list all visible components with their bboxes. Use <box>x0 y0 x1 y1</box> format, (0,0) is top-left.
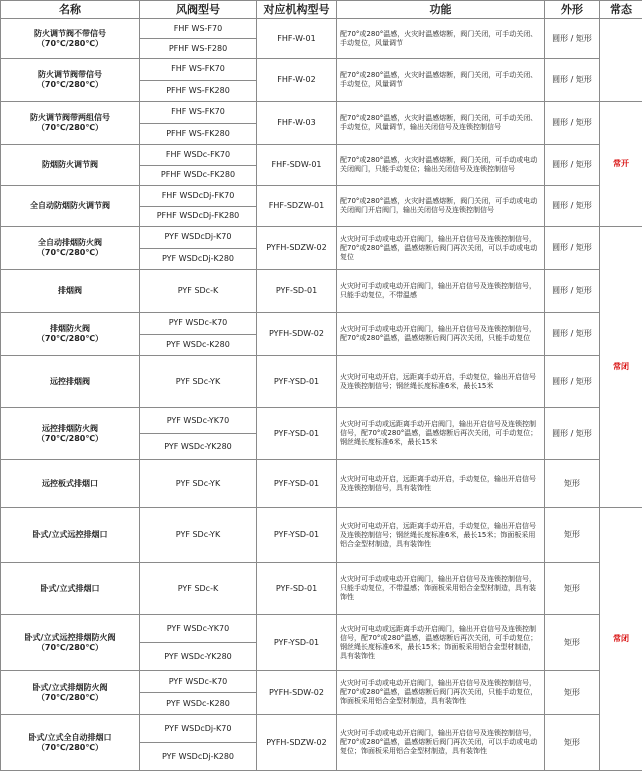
table-row <box>1 671 642 693</box>
product-name: 卧式/立式远控排烟防火阀 <box>24 632 116 642</box>
product-name: 全自动排烟防火阀 <box>38 238 102 247</box>
table-row <box>1 270 642 313</box>
shape-cell: 矩形 <box>545 563 600 615</box>
product-temp: （70℃/280℃） <box>36 334 104 343</box>
product-name: 卧式/立式排烟口 <box>40 583 100 593</box>
model-cell: PFHF WSDc-FK280 <box>140 165 257 186</box>
actuator-cell: PYF-YSD-01 <box>257 408 337 460</box>
function-cell: 火灾时可手动或电动开启阀门，输出开启信号及连锁控制信号，只能手动复位，不带温感 <box>337 270 545 313</box>
shape-cell: 圆形 / 矩形 <box>545 356 600 408</box>
product-temp: （70℃/280℃） <box>36 38 104 48</box>
model-cell: FHF WS-F70 <box>140 19 257 39</box>
model-cell: PYF WSDc-K70 <box>140 671 257 693</box>
product-name-cell <box>1 59 140 102</box>
model-cell: FHF WSDc-FK70 <box>140 145 257 166</box>
table-row <box>1 186 642 207</box>
model-cell: PFHF WS-FK280 <box>140 123 257 145</box>
product-name-cell <box>1 715 140 771</box>
product-name-cell <box>1 508 140 563</box>
actuator-cell: PYF-SD-01 <box>257 270 337 313</box>
product-name: 防烟防火调节阀 <box>42 160 98 169</box>
table-row <box>1 356 642 408</box>
product-name-cell <box>1 186 140 227</box>
status-cell <box>600 19 642 102</box>
actuator-cell: PYF-YSD-01 <box>257 615 337 671</box>
actuator-cell: PYF-YSD-01 <box>257 508 337 563</box>
actuator-cell: PYF-YSD-01 <box>257 356 337 408</box>
product-name-cell <box>1 313 140 356</box>
model-cell: PYF WSDc-YK70 <box>140 615 257 643</box>
model-cell: FHF WSDcDj-FK70 <box>140 186 257 207</box>
model-cell: PYF WSDcDj-K280 <box>140 248 257 270</box>
table-body <box>1 19 642 771</box>
table-row <box>1 145 642 166</box>
function-cell: 配70°或280°温感，火灾时温感熔断，阀门关闭，可手动关闭、手动复位，风量调节，输出关闭信号及连锁控制信号 <box>337 102 545 145</box>
function-cell: 火灾时可手动或电动开启阀门，输出开启信号及连锁控制信号，配70°或280°温感，温感熔断后阀门再次关闭，只能手动复位，饰面板采用铝合金型材制造，具有装饰性 <box>337 671 545 715</box>
model-cell: PYF WSDc-K280 <box>140 334 257 356</box>
model-cell: FHF WS-FK70 <box>140 59 257 81</box>
product-name: 卧式/立式全自动排烟口 <box>28 732 112 742</box>
product-name-cell <box>1 19 140 59</box>
table-row <box>1 563 642 615</box>
product-name: 排烟阀 <box>58 286 82 295</box>
model-cell: PYF SDc-YK <box>140 356 257 408</box>
function-cell: 配70°或280°温感，火灾时温感熔断，阀门关闭，可手动关闭、手动复位，风量调节 <box>337 59 545 102</box>
actuator-cell: PYFH-SDW-02 <box>257 313 337 356</box>
shape-cell: 圆形 / 矩形 <box>545 19 600 59</box>
header-function: 功能 <box>337 1 545 19</box>
shape-cell: 圆形 / 矩形 <box>545 145 600 186</box>
product-name: 排烟防火阀 <box>50 324 90 333</box>
shape-cell: 圆形 / 矩形 <box>545 102 600 145</box>
product-temp: （70℃/280℃） <box>36 123 104 132</box>
model-cell: PYF WSDc-YK280 <box>140 434 257 460</box>
function-cell: 火灾时可电动开启，远距离手动开启，手动复位，输出开启信号及连锁控制信号；钢丝绳长度标准6米，最长15米 <box>337 356 545 408</box>
actuator-cell: FHF-SDZW-01 <box>257 186 337 227</box>
function-cell: 火灾时可电动开启，远距离手动开启，手动复位，输出开启信号及连锁控制信号，具有装饰性 <box>337 460 545 508</box>
shape-cell: 圆形 / 矩形 <box>545 186 600 227</box>
header-shape: 外形 <box>545 1 600 19</box>
product-temp: （70℃/280℃） <box>36 248 104 257</box>
shape-cell: 圆形 / 矩形 <box>545 270 600 313</box>
shape-cell: 矩形 <box>545 671 600 715</box>
model-cell: PFHF WS-FK280 <box>140 80 257 102</box>
product-name: 远控排烟防火阀 <box>42 423 98 433</box>
product-name-cell <box>1 102 140 145</box>
model-cell: FHF WS-FK70 <box>140 102 257 124</box>
product-name-cell <box>1 270 140 313</box>
header-actuator: 对应机构型号 <box>257 1 337 19</box>
shape-cell: 圆形 / 矩形 <box>545 227 600 270</box>
model-cell: PYF SDc-YK <box>140 508 257 563</box>
model-cell: PYF SDc-YK <box>140 460 257 508</box>
table-row <box>1 715 642 743</box>
product-name-cell <box>1 460 140 508</box>
model-cell: PFHF WS-F280 <box>140 39 257 59</box>
product-temp: （70℃/280℃） <box>36 742 104 752</box>
shape-cell: 矩形 <box>545 715 600 771</box>
model-cell: PYF SDc-K <box>140 563 257 615</box>
product-name-cell <box>1 615 140 671</box>
model-cell: PYF WSDc-K280 <box>140 693 257 715</box>
shape-cell: 圆形 / 矩形 <box>545 59 600 102</box>
product-name: 远控排烟阀 <box>50 376 90 386</box>
function-cell: 火灾时可电动开启，远距离手动开启，手动复位，输出开启信号及连锁控制信号；钢丝绳长度标准6米，最长15米；饰面板采用铝合金型材制造，具有装饰性 <box>337 508 545 563</box>
product-name: 远控板式排烟口 <box>42 478 98 488</box>
model-cell: PYF WSDcDj-K70 <box>140 227 257 249</box>
shape-cell: 圆形 / 矩形 <box>545 313 600 356</box>
model-cell: PYF WSDc-YK70 <box>140 408 257 434</box>
product-temp: （70℃/280℃） <box>36 80 104 89</box>
function-cell: 火灾时可电动或远距离手动开启阀门，输出开启信号及连锁控制信号，配70°或280°温感，温感熔断后再次关闭，可手动复位；钢丝绳长度标准6米，最长15米；饰面板采用铝合金型材制造，具有装饰性 <box>337 615 545 671</box>
model-cell: PYF WSDcDj-K70 <box>140 715 257 743</box>
header-name: 名称 <box>1 1 140 19</box>
function-cell: 配70°或280°温感，火灾时温感熔断，阀门关闭，可手动或电动关闭阀门开启阀门，输出关闭信号及连锁控制信号 <box>337 186 545 227</box>
product-name-cell <box>1 563 140 615</box>
table-row <box>1 460 642 508</box>
table-row <box>1 615 642 643</box>
model-cell: PYF WSDc-K70 <box>140 313 257 335</box>
shape-cell: 圆形 / 矩形 <box>545 408 600 460</box>
header-status: 常态 <box>600 1 642 19</box>
product-name: 全自动防烟防火调节阀 <box>30 201 110 210</box>
model-cell: PYF WSDc-YK280 <box>140 643 257 671</box>
product-name-cell <box>1 356 140 408</box>
model-cell: PFHF WSDcDj-FK280 <box>140 206 257 227</box>
actuator-cell: FHF-W-02 <box>257 59 337 102</box>
actuator-cell: PYF-YSD-01 <box>257 460 337 508</box>
table-row <box>1 508 642 563</box>
model-cell: PYF WSDcDj-K280 <box>140 743 257 771</box>
product-temp: （70℃/280℃） <box>36 433 104 443</box>
status-cell: 常闭 <box>600 227 642 508</box>
table-row <box>1 59 642 81</box>
model-cell: PYF SDc-K <box>140 270 257 313</box>
actuator-cell: FHF-SDW-01 <box>257 145 337 186</box>
product-name: 卧式/立式排烟防火阀 <box>32 682 108 692</box>
actuator-cell: PYFH-SDW-02 <box>257 671 337 715</box>
function-cell: 火灾时可手动或电动开启阀门，输出开启信号及连锁控制信号，配70°或280°温感，温感熔断后阀门再次关闭，可以手动或电动复位；饰面板采用铝合金型材制造，具有装饰性 <box>337 715 545 771</box>
table-row <box>1 313 642 335</box>
function-cell: 火灾时可手动或远距离手动开启阀门，输出开启信号及连锁控制信号，配70°或280°温感，温感熔断后再次关闭，可手动复位；钢丝绳长度标准6米，最长15米 <box>337 408 545 460</box>
actuator-cell: PYFH-SDZW-02 <box>257 715 337 771</box>
product-temp: （70℃/280℃） <box>36 642 104 652</box>
actuator-cell: FHF-W-03 <box>257 102 337 145</box>
table-row <box>1 19 642 39</box>
function-cell: 配70°或280°温感，火灾时温感熔断，阀门关闭，可手动关闭、手动复位，风量调节 <box>337 19 545 59</box>
status-cell: 常闭 <box>600 508 642 771</box>
header-row <box>1 1 642 19</box>
product-name-cell <box>1 227 140 270</box>
function-cell: 火灾时可手动或电动开启阀门，输出开启信号及连锁控制信号，配70°或280°温感，温感熔断后阀门再次关闭，可以手动或电动复位 <box>337 227 545 270</box>
product-name-cell <box>1 408 140 460</box>
table-row <box>1 102 642 124</box>
product-name: 卧式/立式远控排烟口 <box>32 530 108 539</box>
product-name-cell <box>1 145 140 186</box>
actuator-cell: FHF-W-01 <box>257 19 337 59</box>
actuator-cell: PYF-SD-01 <box>257 563 337 615</box>
status-cell: 常开 <box>600 102 642 227</box>
function-cell: 火灾时可手动或电动开启阀门，输出开启信号及连锁控制信号，只能手动复位，不带温感；饰面板采用铝合金型材制造，具有装饰性 <box>337 563 545 615</box>
table-row <box>1 227 642 249</box>
shape-cell: 矩形 <box>545 615 600 671</box>
product-name: 防火调节阀带两组信号 <box>30 113 110 122</box>
product-name-cell <box>1 671 140 715</box>
shape-cell: 矩形 <box>545 508 600 563</box>
product-temp: （70℃/280℃） <box>36 692 104 702</box>
product-name: 防火调节阀带信号 <box>38 70 102 79</box>
shape-cell: 矩形 <box>545 460 600 508</box>
function-cell: 配70°或280°温感，火灾时温感熔断，阀门关闭，可手动或电动关闭阀门，只能手动复位；输出关闭信号及连锁控制信号 <box>337 145 545 186</box>
table-row <box>1 408 642 434</box>
actuator-cell: PYFH-SDZW-02 <box>257 227 337 270</box>
function-cell: 火灾时可手动或电动开启阀门，输出开启信号及连锁控制信号，配70°或280°温感，温感熔断后阀门再次关闭，只能手动复位 <box>337 313 545 356</box>
header-model: 风阀型号 <box>140 1 257 19</box>
product-name: 防火调节阀不带信号 <box>34 28 106 38</box>
